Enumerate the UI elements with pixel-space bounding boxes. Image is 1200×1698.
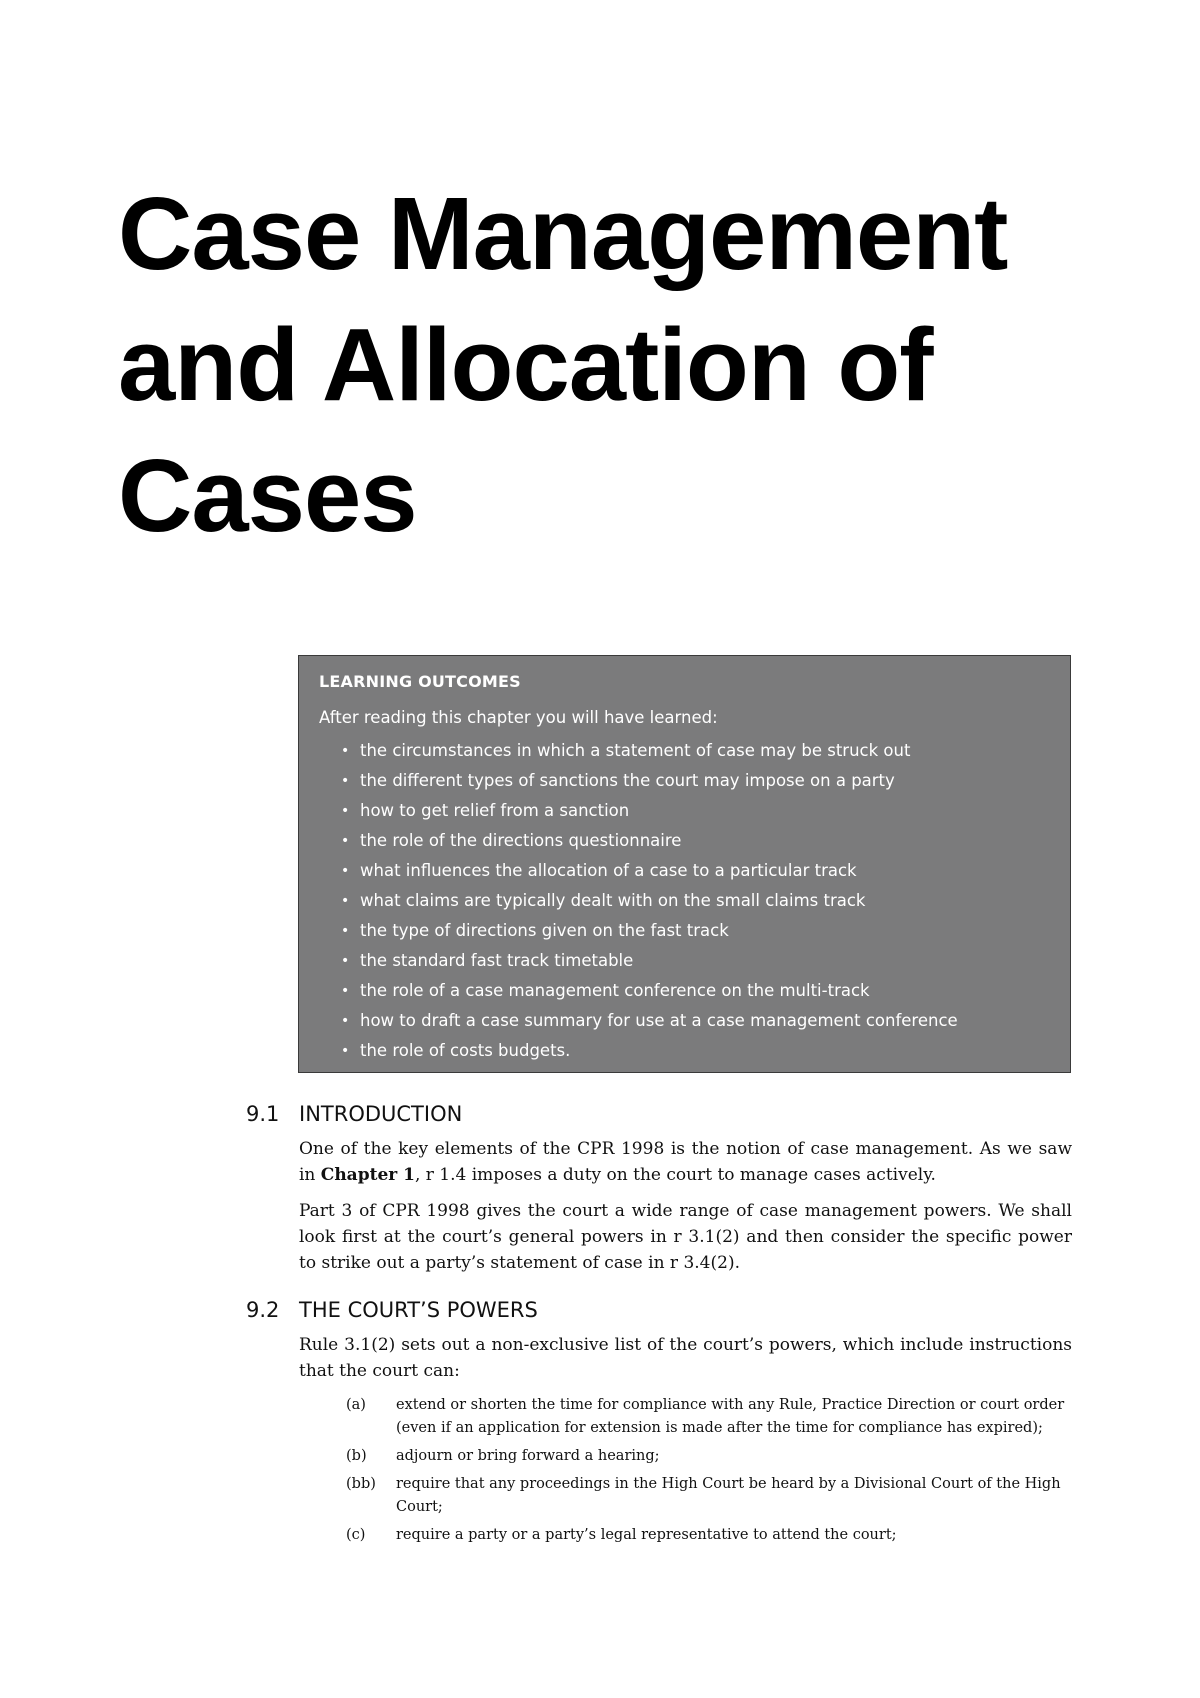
learning-outcomes-intro: After reading this chapter you will have learned: xyxy=(319,708,718,727)
learning-outcomes-box xyxy=(298,655,1071,1073)
section-title: INTRODUCTION xyxy=(299,1102,463,1126)
paragraph-text: One of the key elements of the CPR 1998 is the notion of case management. As we saw in xyxy=(299,1139,1072,1185)
learning-outcomes-heading: LEARNING OUTCOMES xyxy=(319,672,521,691)
paragraph-text: , r 1.4 imposes a duty on the court to manage cases actively. xyxy=(414,1165,936,1185)
power-text: require a party or a party’s legal representative to attend the court; xyxy=(396,1527,897,1543)
court-power-item xyxy=(346,1445,1072,1468)
power-text: adjourn or bring forward a hearing; xyxy=(396,1448,660,1464)
learning-outcome-item: • what influences the allocation of a case to a particular track xyxy=(341,856,1050,886)
section-introduction xyxy=(246,1100,1072,1286)
power-label: (bb) xyxy=(346,1476,376,1492)
section-courts-powers xyxy=(246,1296,1072,1552)
learning-outcome-item: • the role of the directions questionnaire xyxy=(341,826,1050,856)
section-number: 9.1 xyxy=(246,1102,280,1126)
learning-outcomes-list xyxy=(319,736,1050,1066)
learning-outcome-item: • the circumstances in which a statement of case may be struck out xyxy=(341,736,1050,766)
section-number: 9.2 xyxy=(246,1298,280,1322)
chapter-title xyxy=(118,168,1118,561)
learning-outcome-item: • what claims are typically dealt with on the small claims track xyxy=(341,886,1050,916)
chapter-title-line: Cases xyxy=(118,438,417,553)
chapter-reference: Chapter 1 xyxy=(320,1165,415,1185)
learning-outcome-item: • the role of costs budgets. xyxy=(341,1036,1050,1066)
learning-outcome-item: • the role of a case management conference on the multi-track xyxy=(341,976,1050,1006)
learning-outcome-item: • the type of directions given on the fast track xyxy=(341,916,1050,946)
power-label: (b) xyxy=(346,1448,367,1464)
court-power-item xyxy=(346,1394,1072,1440)
section-heading xyxy=(246,1296,1072,1324)
learning-outcome-item: • the standard fast track timetable xyxy=(341,946,1050,976)
body-paragraph xyxy=(299,1136,1072,1188)
body-paragraph: Part 3 of CPR 1998 gives the court a wide range of case management powers. We shall look first at the court’s general powers in r 3.1(2) and then consider the specific power to strike out a party’s statement of case in r 3.4(2). xyxy=(299,1201,1072,1273)
court-powers-list xyxy=(346,1394,1072,1547)
chapter-title-line: Case Management xyxy=(118,176,1008,291)
learning-outcome-item: • how to draft a case summary for use at a case management conference xyxy=(341,1006,1050,1036)
power-label: (a) xyxy=(346,1397,366,1413)
power-text: extend or shorten the time for compliance with any Rule, Practice Direction or court order (even if an application for extension is made after the time for compliance has expired); xyxy=(396,1397,1065,1436)
section-heading xyxy=(246,1100,1072,1128)
power-text: require that any proceedings in the High Court be heard by a Divisional Court of the High Court; xyxy=(396,1476,1061,1515)
learning-outcome-item: • how to get relief from a sanction xyxy=(341,796,1050,826)
court-power-item xyxy=(346,1524,1072,1547)
body-paragraph: Rule 3.1(2) sets out a non-exclusive list of the court’s powers, which include instructions that the court can: xyxy=(299,1335,1072,1381)
court-power-item xyxy=(346,1473,1072,1519)
chapter-title-line: and Allocation of xyxy=(118,307,933,422)
power-label: (c) xyxy=(346,1527,366,1543)
learning-outcome-item: • the different types of sanctions the court may impose on a party xyxy=(341,766,1050,796)
section-title: THE COURT’S POWERS xyxy=(299,1298,538,1322)
